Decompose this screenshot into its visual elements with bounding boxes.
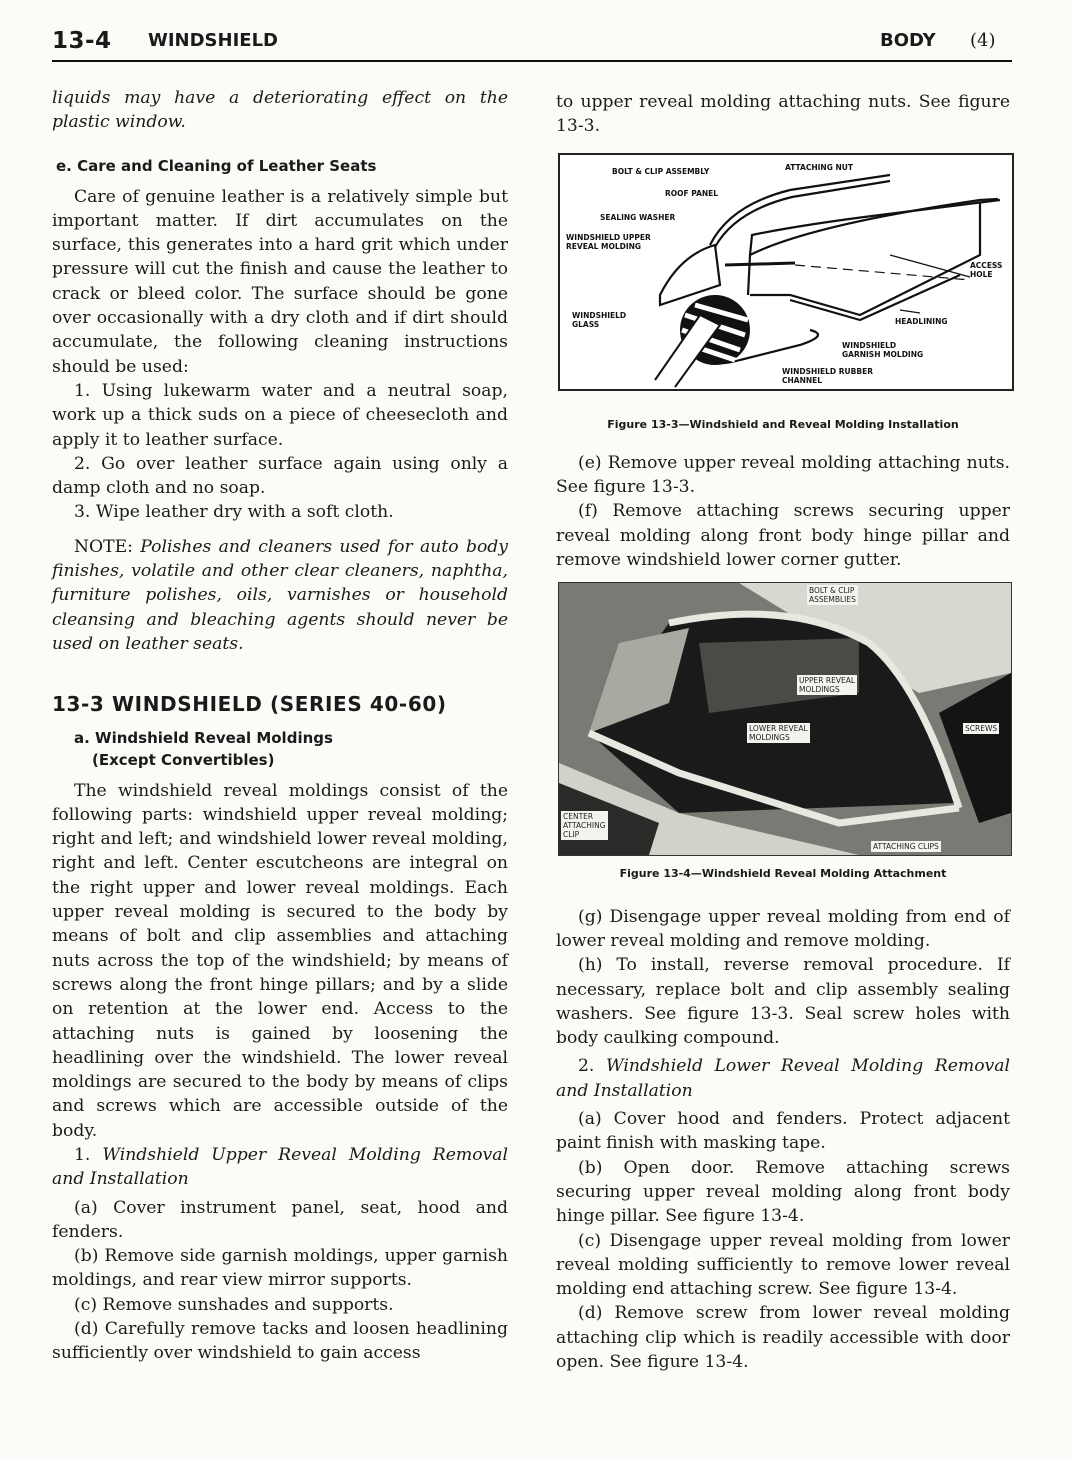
figure-13-4-caption: Figure 13-4—Windshield Reveal Molding Attachment (619, 867, 947, 881)
windshield-photo-illustration (559, 583, 1011, 855)
figure-13-4-photo (558, 582, 1012, 856)
subsection-1-number: 1. (74, 1144, 91, 1165)
label-bolt-clip-assemblies: BOLT & CLIP ASSEMBLIES (809, 586, 856, 605)
subsection-2-number: 2. (578, 1056, 595, 1077)
leather-step: 3. Wipe leather dry with a soft cloth. (74, 502, 394, 523)
continuation-text: to upper reveal molding attaching nuts. See figure 13-3. (556, 92, 1010, 137)
step: (d) Carefully remove tacks and loosen headlining sufficiently over windshield to gain access (52, 1319, 508, 1364)
label-garnish-molding: WINDSHIELD GARNISH MOLDING (842, 340, 924, 359)
label-lower-reveal-moldings: LOWER REVEAL MOLDINGS (749, 724, 808, 743)
step: (h) To install, reverse removal procedure. If necessary, replace bolt and clip assembly sealing washers. See figure 13-3. Seal screw holes with body caulking compound. (556, 955, 1010, 1049)
leather-step: 1. Using lukewarm water and a neutral soap, work up a thick suds on a piece of cheesecloth and apply it to leather surface. (52, 380, 508, 450)
step: (b) Remove side garnish moldings, upper garnish moldings, and rear view mirror supports. (52, 1246, 508, 1291)
note-label: NOTE: (74, 536, 133, 557)
label-access-hole: ACCESS HOLE (970, 260, 1003, 279)
note-text: Polishes and cleaners used for auto body finishes, volatile and other clear cleaners, naphtha, furniture polishes, oils, varnishes or household cleansing and bleaching agents should never be used on leather seats. (52, 536, 509, 654)
label-bolt-clip-assembly: BOLT & CLIP ASSEMBLY (612, 166, 710, 176)
reveal-paragraph: The windshield reveal moldings consist of the following parts: windshield upper reveal molding; right and left; and windshield lower reveal molding, right and left. Center escutcheons are integral on the right upper and lower reveal moldings. Each upper reveal molding is secured to the body by means of bolt and clip assemblies and attaching nuts across the top of the windshield; by means of screws along the front hinge pillars; and by a slide on retention at the lower end. Access to the attaching nuts is gained by loosening the headlining over the windshield. The lower reveal moldings are secured to the body by means of clips and screws which are accessible outside of the body. (52, 780, 508, 1141)
right-column (556, 90, 1010, 1374)
chapter-title: BODY (880, 30, 936, 51)
label-screws: SCREWS (965, 724, 998, 734)
subsection-1-title: Windshield Upper Reveal Molding Removal and Installation (52, 1144, 508, 1190)
label-center-attaching-clip: CENTER ATTACHING CLIP (563, 812, 606, 840)
page-header (52, 24, 1012, 62)
label-sealing-washer: SEALING WASHER (600, 212, 676, 222)
leather-note (52, 535, 508, 656)
subsection-1-heading (52, 1143, 508, 1192)
section-title: WINDSHIELD (148, 30, 278, 51)
label-roof-panel: ROOF PANEL (665, 188, 719, 198)
label-headlining: HEADLINING (895, 316, 948, 326)
step: (d) Remove screw from lower reveal molding attaching clip which is readily accessible with door open. See figure 13-4. (556, 1303, 1010, 1373)
section-number: 13-4 (52, 28, 112, 54)
step: (c) Disengage upper reveal molding from lower reveal molding sufficiently to remove lower reveal molding end attaching screw. See figure 13-4. (556, 1230, 1010, 1300)
label-upper-reveal-molding: WINDSHIELD UPPER REVEAL MOLDING (566, 232, 651, 251)
step: (f) Remove attaching screws securing upper reveal molding along front body hinge pillar and remove windshield lower corner gutter. (556, 501, 1010, 571)
label-attaching-nut: ATTACHING NUT (785, 162, 853, 172)
step: (e) Remove upper reveal molding attaching nuts. See figure 13-3. (556, 452, 1010, 498)
left-column (52, 86, 508, 1366)
step: (c) Remove sunshades and supports. (74, 1294, 394, 1315)
label-attaching-clips: ATTACHING CLIPS (873, 842, 939, 852)
leather-paragraph: Care of genuine leather is a relatively simple but important matter. If dirt accumulates on the surface, this generates into a hard grit which under pressure will cut the finish and cause the leather to crack or bleed color. The surface should be gone over occasionally with a dry cloth and if dirt should accumulate, the following cleaning instructions should be used: (52, 186, 508, 377)
leather-step: 2. Go over leather surface again using only a damp cloth and no soap. (52, 453, 508, 499)
step: (b) Open door. Remove attaching screws securing upper reveal molding along front body hinge pillar. See figure 13-4. (556, 1157, 1010, 1227)
subsection-2-heading (556, 1054, 1010, 1103)
step: (a) Cover instrument panel, seat, hood and fenders. (52, 1197, 508, 1242)
page-number: (4) (970, 30, 996, 51)
step: (g) Disengage upper reveal molding from end of lower reveal molding and remove molding. (556, 906, 1010, 951)
subsection-2-title: Windshield Lower Reveal Molding Removal and Installation (556, 1056, 1011, 1101)
figure-13-3-caption: Figure 13-3—Windshield and Reveal Molding Installation (607, 417, 959, 431)
windshield-cross-section-drawing (560, 155, 1012, 389)
label-upper-reveal-moldings: UPPER REVEAL MOLDINGS (799, 676, 855, 695)
label-windshield-glass: WINDSHIELD GLASS (572, 310, 627, 329)
step: (a) Cover hood and fenders. Protect adjacent paint finish with masking tape. (556, 1109, 1010, 1154)
intro-italic: liquids may have a deteriorating effect on the plastic window. (52, 88, 508, 133)
section-heading: 13-3 WINDSHIELD (SERIES 40-60) (52, 692, 447, 717)
reveal-heading-line1: a. Windshield Reveal Moldings (74, 728, 333, 747)
reveal-heading-line2: (Except Convertibles) (92, 750, 275, 769)
label-rubber-channel: WINDSHIELD RUBBER CHANNEL (782, 366, 873, 385)
figure-13-3-diagram (558, 153, 1014, 391)
leather-heading: e. Care and Cleaning of Leather Seats (56, 156, 377, 175)
